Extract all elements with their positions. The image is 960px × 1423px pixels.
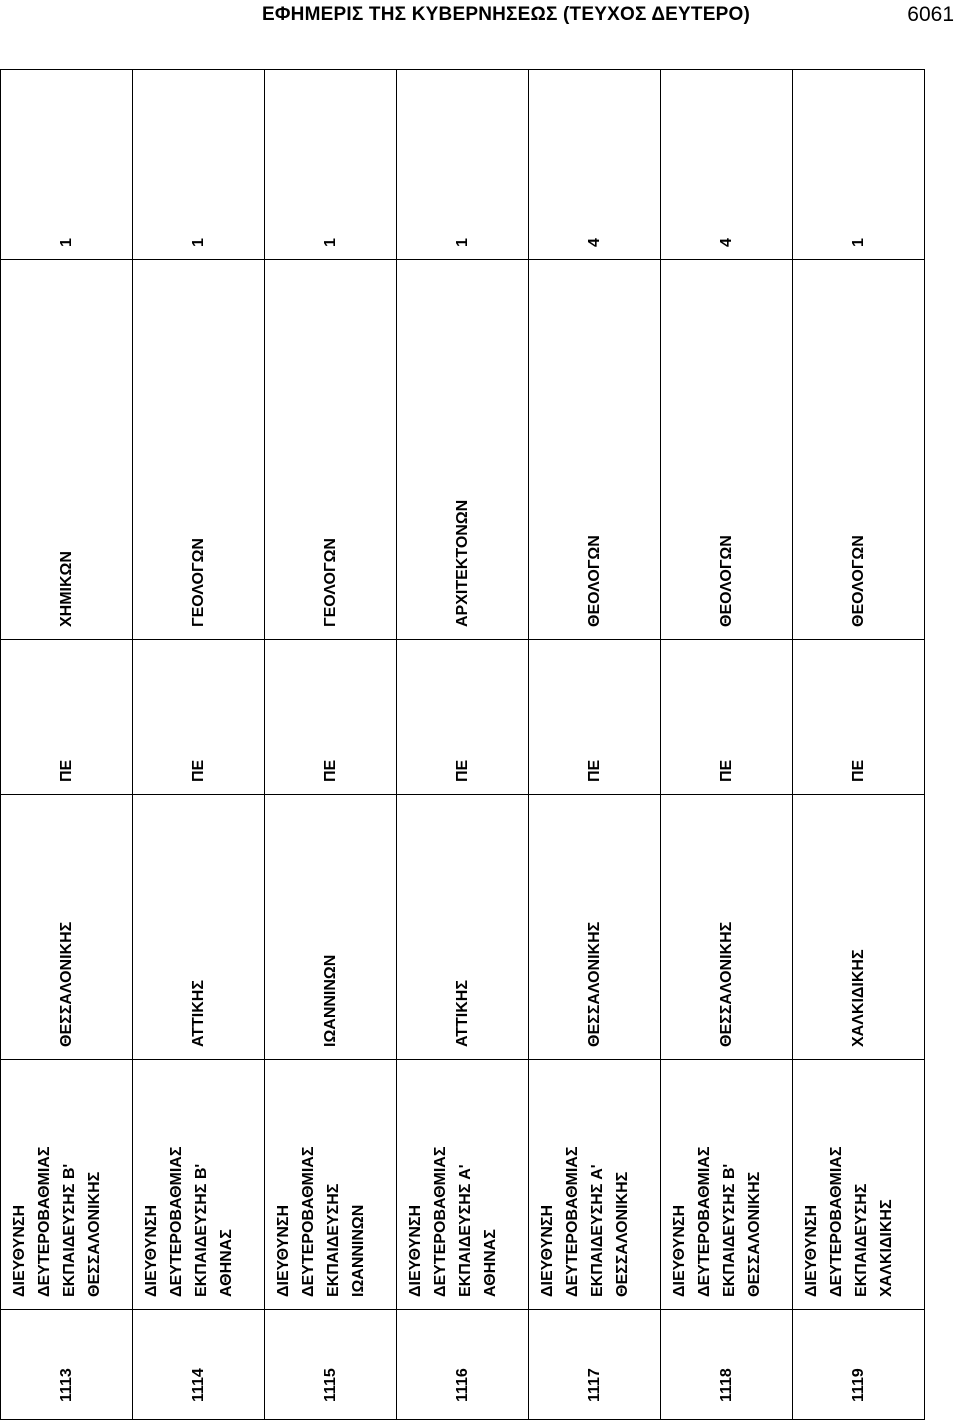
- cell-count: 4: [529, 70, 661, 260]
- cell-count: 1: [265, 70, 397, 260]
- cell-directorate: [133, 1060, 265, 1310]
- cell-specialty: ΧΗΜΙΚΩΝ: [1, 260, 133, 640]
- gazette-title: ΕΦΗΜΕΡΙΣ ΤΗΣ ΚΥΒΕΡΝΗΣΕΩΣ (ΤΕΥΧΟΣ ΔΕΥΤΕΡΟ): [262, 4, 750, 25]
- directorate-line: ΘΕΣΣΑΛΟΝΙΚΗΣ: [746, 1171, 763, 1297]
- cell-directorate: [529, 1060, 661, 1310]
- cell-id: 1118: [661, 1310, 793, 1420]
- directorate-line: ΕΚΠΑΙΔΕΥΣΗΣ Β': [721, 1163, 738, 1297]
- cell-count: 1: [133, 70, 265, 260]
- cell-region: ΘΕΣΣΑΛΟΝΙΚΗΣ: [661, 795, 793, 1060]
- directorate-line: ΕΚΠΑΙΔΕΥΣΗΣ Β': [193, 1163, 210, 1297]
- cell-specialty: ΘΕΟΛΟΓΩΝ: [793, 260, 925, 640]
- cell-specialty: ΓΕΟΛΟΓΩΝ: [133, 260, 265, 640]
- cell-category: ΠΕ: [529, 640, 661, 795]
- cell-region: ΘΕΣΣΑΛΟΝΙΚΗΣ: [1, 795, 133, 1060]
- directorate-line: ΔΕΥΤΕΡΟΒΑΘΜΙΑΣ: [168, 1146, 185, 1297]
- directorate-line: ΔΙΕΥΘΥΝΣΗ: [11, 1204, 28, 1297]
- cell-directorate: [265, 1060, 397, 1310]
- directorate-line: ΔΕΥΤΕΡΟΒΑΘΜΙΑΣ: [432, 1146, 449, 1297]
- cell-count: 1: [397, 70, 529, 260]
- table-row: [397, 70, 529, 1420]
- directorate-line: ΔΙΕΥΘΥΝΣΗ: [803, 1204, 820, 1297]
- cell-specialty: ΘΕΟΛΟΓΩΝ: [661, 260, 793, 640]
- cell-region: ΧΑΛΚΙΔΙΚΗΣ: [793, 795, 925, 1060]
- cell-category: ΠΕ: [661, 640, 793, 795]
- table-row: [793, 70, 925, 1420]
- directorate-line: ΔΕΥΤΕΡΟΒΑΘΜΙΑΣ: [564, 1146, 581, 1297]
- cell-region: ΑΤΤΙΚΗΣ: [133, 795, 265, 1060]
- cell-id: 1114: [133, 1310, 265, 1420]
- directorate-line: ΘΕΣΣΑΛΟΝΙΚΗΣ: [86, 1171, 103, 1297]
- cell-id: 1115: [265, 1310, 397, 1420]
- cell-id: 1113: [1, 1310, 133, 1420]
- directorate-line: ΑΘΗΝΑΣ: [482, 1229, 499, 1297]
- directorate-line: ΑΘΗΝΑΣ: [218, 1229, 235, 1297]
- directorate-line: ΔΙΕΥΘΥΝΣΗ: [539, 1204, 556, 1297]
- directorate-line: ΔΙΕΥΘΥΝΣΗ: [671, 1204, 688, 1297]
- table-row: [133, 70, 265, 1420]
- page-number: 6061: [907, 3, 954, 26]
- page-header: [0, 0, 960, 34]
- vacancy-table-container: [0, 70, 895, 1420]
- directorate-line: ΔΕΥΤΕΡΟΒΑΘΜΙΑΣ: [696, 1146, 713, 1297]
- directorate-line: ΕΚΠΑΙΔΕΥΣΗΣ Β': [61, 1163, 78, 1297]
- directorate-line: ΔΕΥΤΕΡΟΒΑΘΜΙΑΣ: [828, 1146, 845, 1297]
- table-row: [1, 70, 133, 1420]
- cell-id: 1116: [397, 1310, 529, 1420]
- cell-specialty: ΑΡΧΙΤΕΚΤΟΝΩΝ: [397, 260, 529, 640]
- table-body: [1, 70, 925, 1420]
- table-row: [265, 70, 397, 1420]
- cell-region: ΑΤΤΙΚΗΣ: [397, 795, 529, 1060]
- directorate-line: ΕΚΠΑΙΔΕΥΣΗΣ: [853, 1183, 870, 1297]
- cell-region: ΘΕΣΣΑΛΟΝΙΚΗΣ: [529, 795, 661, 1060]
- cell-directorate: [397, 1060, 529, 1310]
- vacancy-table: [0, 69, 925, 1420]
- cell-directorate: [1, 1060, 133, 1310]
- cell-category: ΠΕ: [133, 640, 265, 795]
- directorate-line: ΔΙΕΥΘΥΝΣΗ: [407, 1204, 424, 1297]
- directorate-line: ΔΙΕΥΘΥΝΣΗ: [143, 1204, 160, 1297]
- cell-directorate: [793, 1060, 925, 1310]
- directorate-line: ΕΚΠΑΙΔΕΥΣΗΣ Α': [589, 1164, 606, 1297]
- directorate-line: ΕΚΠΑΙΔΕΥΣΗΣ Α': [457, 1164, 474, 1297]
- cell-id: 1119: [793, 1310, 925, 1420]
- cell-specialty: ΓΕΟΛΟΓΩΝ: [265, 260, 397, 640]
- directorate-line: ΘΕΣΣΑΛΟΝΙΚΗΣ: [614, 1171, 631, 1297]
- cell-category: ΠΕ: [793, 640, 925, 795]
- cell-specialty: ΘΕΟΛΟΓΩΝ: [529, 260, 661, 640]
- cell-id: 1117: [529, 1310, 661, 1420]
- cell-category: ΠΕ: [1, 640, 133, 795]
- directorate-line: ΔΕΥΤΕΡΟΒΑΘΜΙΑΣ: [300, 1146, 317, 1297]
- directorate-line: ΔΙΕΥΘΥΝΣΗ: [275, 1204, 292, 1297]
- directorate-line: ΔΕΥΤΕΡΟΒΑΘΜΙΑΣ: [36, 1146, 53, 1297]
- cell-count: 1: [793, 70, 925, 260]
- table-row: [661, 70, 793, 1420]
- directorate-line: ΕΚΠΑΙΔΕΥΣΗΣ: [325, 1183, 342, 1297]
- cell-count: 4: [661, 70, 793, 260]
- cell-count: 1: [1, 70, 133, 260]
- table-row: [529, 70, 661, 1420]
- directorate-line: ΧΑΛΚΙΔΙΚΗΣ: [878, 1199, 895, 1297]
- cell-category: ΠΕ: [265, 640, 397, 795]
- cell-category: ΠΕ: [397, 640, 529, 795]
- directorate-line: ΙΩΑΝΝΙΝΩΝ: [350, 1204, 367, 1297]
- cell-region: ΙΩΑΝΝΙΝΩΝ: [265, 795, 397, 1060]
- cell-directorate: [661, 1060, 793, 1310]
